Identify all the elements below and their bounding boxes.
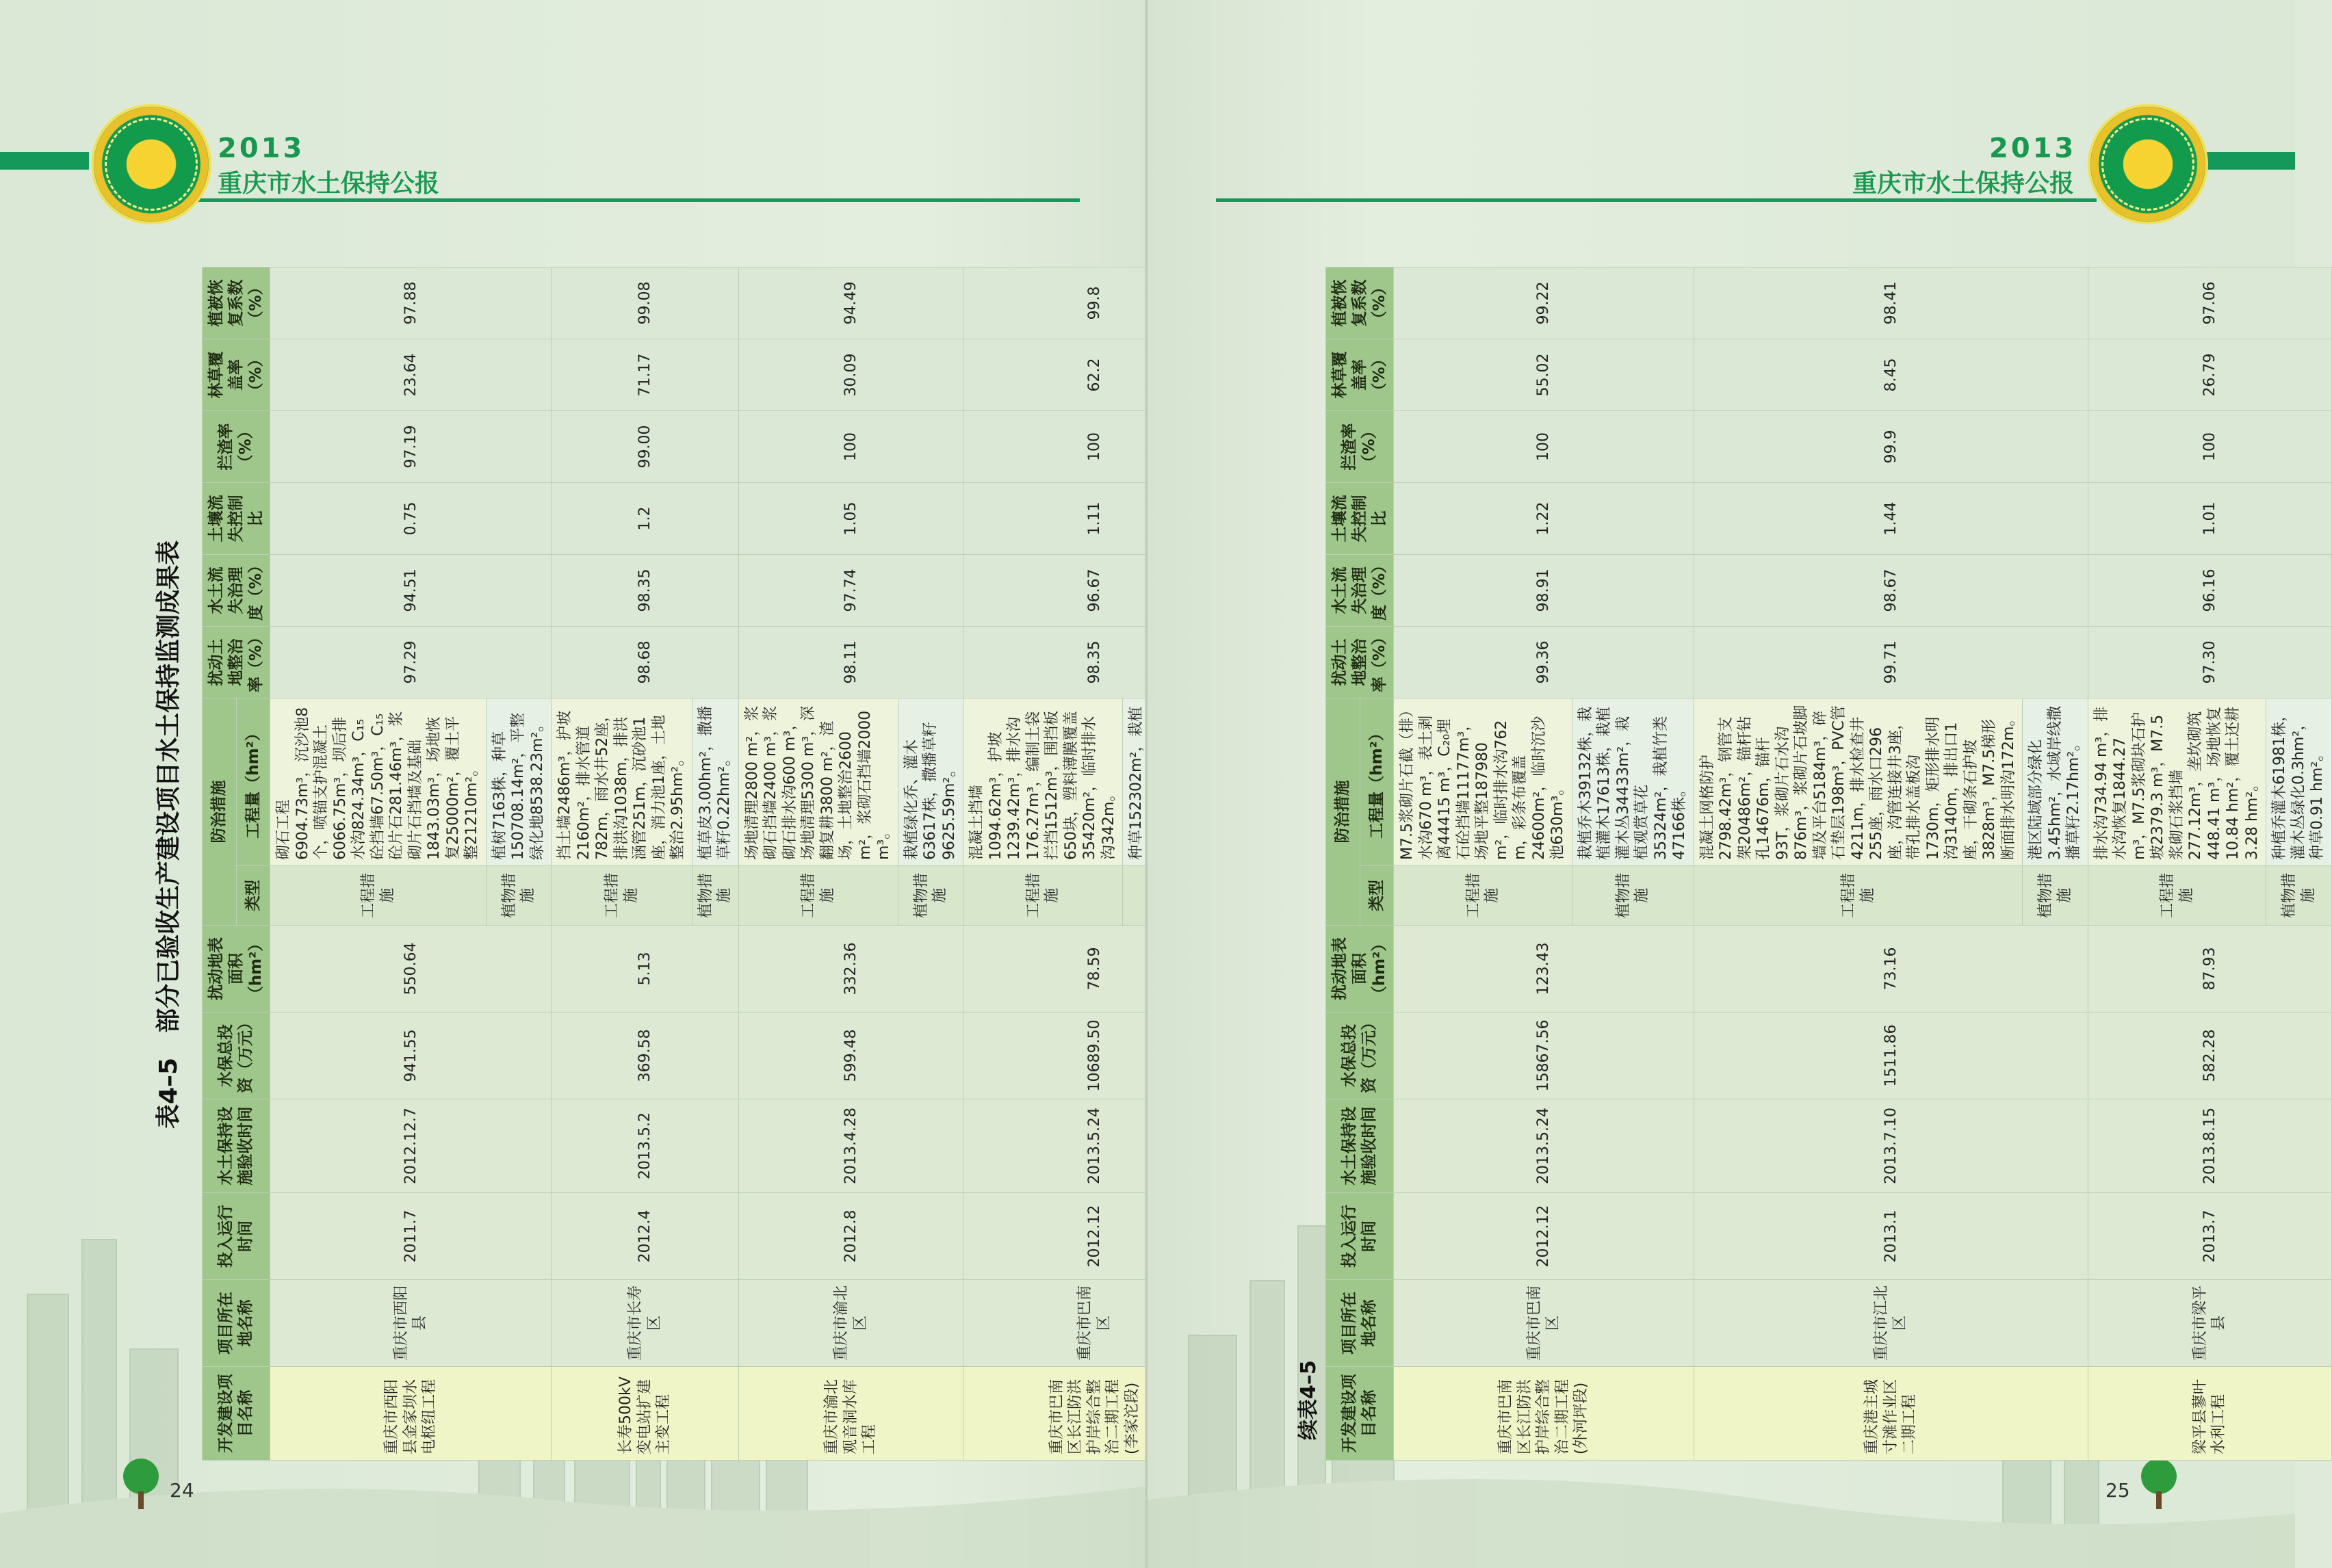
plant-measures-cell: 种植乔灌木61981株，灌木丛绿化0.3hm²，种草0.91 hm²。 xyxy=(2266,698,2332,866)
stat-cell-r6: 99.08 xyxy=(552,267,739,339)
stat-cell-r2: 96.16 xyxy=(2088,555,2331,627)
header-year: 2013 xyxy=(218,133,305,164)
col-header-location: 项目所在地名称 xyxy=(1326,1280,1394,1367)
project-name-cell: 重庆市西阳县金家坝水电枢纽工程 xyxy=(270,1367,552,1461)
col-header-r2: 水土流失治理度（%） xyxy=(1326,555,1394,627)
stat-cell-r4: 100 xyxy=(1394,411,1694,483)
col-header-project-name: 开发建设项目名称 xyxy=(1326,1367,1394,1461)
disturb-area-cell: 73.16 xyxy=(1694,926,2088,1012)
header-year: 2013 xyxy=(1989,133,2077,164)
measure-type-cell: 工程措施 xyxy=(552,866,692,926)
engineering-measures-cell: 场地清理2800 m²，浆砌石挡墙2400 m³，浆砌石排水沟600 m³，场地清理5300 m³，深翻复耕3800 m²，渣场，土地整治2600 m²，浆砌石挡墙2000 m³。 xyxy=(738,698,898,866)
stat-cell-r5: 71.17 xyxy=(552,339,739,411)
location-cell: 重庆市巴南区 xyxy=(963,1280,1226,1367)
investment-cell: 1511.86 xyxy=(1694,1012,2088,1099)
stat-cell-r6: 97.88 xyxy=(270,267,552,339)
plant-measures-cell: 栽植乔木39132株，栽植灌木17613株，栽植灌木丛34433m²，栽植观赏草花35324m²，栽植竹类47166株。 xyxy=(1572,698,1694,866)
engineering-measures-cell: M7.5浆砌片石截（排）水沟670 m³，表土剥离44415 m³，C₂₀埋石砼挡墙11177m³，场地平整187980 m²，临时排水沟762 m，彩条布覆盖24600m²，临时沉沙池630m³。 xyxy=(1394,698,1572,866)
stat-cell-r2: 96.67 xyxy=(963,555,1226,627)
stat-cell-r1: 98.68 xyxy=(552,627,739,698)
accept-time-cell: 2013.8.15 xyxy=(2088,1099,2331,1193)
investment-cell: 599.48 xyxy=(738,1012,963,1099)
page-number: 25 xyxy=(2106,1479,2130,1502)
tree-icon xyxy=(120,1457,161,1512)
table-row xyxy=(1694,267,2023,1461)
location-cell: 重庆市江北区 xyxy=(1694,1280,2088,1367)
stat-cell-r4: 100 xyxy=(738,411,963,483)
table-row xyxy=(552,267,692,1461)
col-header-measure-amount: 工程量（hm²） xyxy=(236,698,270,866)
col-header-disturb-area: 扰动地表面积（hm²） xyxy=(203,926,270,1012)
stat-cell-r5: 26.79 xyxy=(2088,339,2331,411)
left-table-wrapper xyxy=(202,267,1226,1461)
table-caption: 表4–5 部分已验收生产建设项目水土保持监测成果表 xyxy=(155,540,183,1129)
col-header-measure-type: 类型 xyxy=(236,866,270,926)
logo-icon xyxy=(91,104,211,224)
stat-cell-r1: 97.29 xyxy=(270,627,552,698)
location-cell: 重庆市梁平县 xyxy=(2088,1280,2331,1367)
start-time-cell: 2012.12 xyxy=(963,1193,1226,1280)
header-title: 重庆市水土保持公报 xyxy=(218,170,440,198)
start-time-cell: 2012.4 xyxy=(552,1193,739,1280)
plant-measures-cell: 栽植绿化乔、灌木63617株，撒播草籽9625.59m²。 xyxy=(898,698,963,866)
col-header-measure-amount: 工程量（hm²） xyxy=(1360,698,1394,866)
disturb-area-cell: 5.13 xyxy=(552,926,739,1012)
location-cell: 重庆市长寿区 xyxy=(552,1280,739,1367)
col-header-measures: 防治措施 xyxy=(1326,698,1360,926)
stat-cell-r2: 98.67 xyxy=(1694,555,2088,627)
stat-cell-r1: 98.35 xyxy=(963,627,1226,698)
stat-cell-r1: 99.36 xyxy=(1394,627,1694,698)
col-header-start-time: 投入运行时间 xyxy=(203,1193,270,1280)
col-header-investment: 水保总投资（万元） xyxy=(1326,1012,1394,1099)
start-time-cell: 2013.7 xyxy=(2088,1193,2331,1280)
tree-icon xyxy=(2138,1457,2179,1512)
col-header-r4: 拦渣率（%） xyxy=(203,411,270,483)
col-header-location: 项目所在地名称 xyxy=(203,1280,270,1367)
investment-cell: 10689.50 xyxy=(963,1012,1226,1099)
disturb-area-cell: 123.43 xyxy=(1394,926,1694,1012)
col-header-r3: 土壤流失控制比 xyxy=(203,483,270,555)
stat-cell-r3: 1.11 xyxy=(963,483,1226,555)
monitoring-results-table-continued xyxy=(1325,267,2332,1461)
col-header-r5: 林草覆盖率（%） xyxy=(203,339,270,411)
left-page xyxy=(0,0,1148,1568)
col-header-start-time: 投入运行时间 xyxy=(1326,1193,1394,1280)
location-cell: 重庆市西阳县 xyxy=(270,1280,552,1367)
engineering-measures-cell: 挡土墙2486m³，护坡2160m²，排水管道782m，雨水井52座，排洪沟1038m，排洪涵管251m，沉砂池1座，消力池1座，土地整治2.95hm²。 xyxy=(552,698,692,866)
stat-cell-r6: 99.8 xyxy=(963,267,1226,339)
stat-cell-r4: 100 xyxy=(963,411,1226,483)
accept-time-cell: 2013.7.10 xyxy=(1694,1099,2088,1193)
logo-icon xyxy=(2088,104,2208,224)
stat-cell-r4: 97.19 xyxy=(270,411,552,483)
table-row xyxy=(1394,267,1572,1461)
stat-cell-r6: 94.49 xyxy=(738,267,963,339)
col-header-accept-time: 水土保持设施验收时间 xyxy=(1326,1099,1394,1193)
header-green-bar xyxy=(0,152,89,170)
project-name-cell: 重庆港主城寸滩作业区二期工程 xyxy=(1694,1367,2088,1461)
accept-time-cell: 2013.5.2 xyxy=(552,1099,739,1193)
col-header-r2: 水土流失治理度（%） xyxy=(203,555,270,627)
disturb-area-cell: 332.36 xyxy=(738,926,963,1012)
col-header-r3: 土壤流失控制比 xyxy=(1326,483,1394,555)
col-header-measure-type: 类型 xyxy=(1360,866,1394,926)
investment-cell: 15867.56 xyxy=(1394,1012,1694,1099)
project-name-cell: 重庆市巴南区长江防洪护岸综合整治二期工程(外河坪段) xyxy=(1394,1367,1694,1461)
stat-cell-r3: 1.22 xyxy=(1394,483,1694,555)
accept-time-cell: 2013.5.24 xyxy=(963,1099,1226,1193)
investment-cell: 941.55 xyxy=(270,1012,552,1099)
disturb-area-cell: 78.59 xyxy=(963,926,1226,1012)
stat-cell-r5: 8.45 xyxy=(1694,339,2088,411)
col-header-r4: 拦渣率（%） xyxy=(1326,411,1394,483)
measure-type-cell: 工程措施 xyxy=(963,866,1123,926)
col-header-measures: 防治措施 xyxy=(203,698,237,926)
measure-type-cell: 工程措施 xyxy=(1394,866,1572,926)
table-row xyxy=(2088,267,2266,1461)
col-header-r6: 植被恢复系数（%） xyxy=(203,267,270,339)
location-cell: 重庆市渝北区 xyxy=(738,1280,963,1367)
table-row xyxy=(963,267,1123,1461)
accept-time-cell: 2013.5.24 xyxy=(1394,1099,1694,1193)
col-header-investment: 水保总投资（万元） xyxy=(203,1012,270,1099)
stat-cell-r2: 98.35 xyxy=(552,555,739,627)
measure-type-cell: 植物措施 xyxy=(2023,866,2088,926)
measure-type-cell: 植物措施 xyxy=(692,866,738,926)
stat-cell-r1: 97.30 xyxy=(2088,627,2331,698)
col-header-disturb-area: 扰动地表面积（hm²） xyxy=(1326,926,1394,1012)
project-name-cell: 重庆市巴南区长江防洪护岸综合整治二期工程(李家沱段) xyxy=(963,1367,1226,1461)
header-title: 重庆市水土保持公报 xyxy=(1852,170,2075,198)
col-header-accept-time: 水土保持设施验收时间 xyxy=(203,1099,270,1193)
table-row xyxy=(270,267,487,1461)
measure-type-cell: 工程措施 xyxy=(738,866,898,926)
stat-cell-r5: 55.02 xyxy=(1394,339,1694,411)
measure-type-cell: 植物措施 xyxy=(2266,866,2332,926)
accept-time-cell: 2013.4.28 xyxy=(738,1099,963,1193)
engineering-measures-cell: 混凝土网格防护2798.42m³，钢管支架20486m²，锚杆钻孔14676m，锚杆93T，浆砌片石水沟876m³，浆砌片石坡脚墙及平台5184m³，碎石垫层198m³，PVC管4211m，排水检查井255座，雨水口296座，沟管连接井3座，带孔排水盖板沟1730m，矩形排水明沟3140m，排出口1座，干砌条石护坡3828m³，M7.5梯形断面排水明沟172m。 xyxy=(1694,698,2023,866)
right-table-wrapper xyxy=(1325,267,2332,1461)
stat-cell-r6: 99.22 xyxy=(1394,267,1694,339)
location-cell: 重庆市巴南区 xyxy=(1394,1280,1694,1367)
plant-measures-cell: 种草152302m²，栽植 xyxy=(1123,698,1226,866)
col-header-r1: 扰动土地整治率（%） xyxy=(203,627,270,698)
engineering-measures-cell: 排水沟734.94 m³，排水沟恢复1844.27 m³，M7.5浆砌块石护坡2379.3 m³，M7.5浆砌石浆挡墙277.12m³，垄坎砌筑448.41 m³，场地恢复10.84 hm²，覆土还耕3.28 hm²。 xyxy=(2088,698,2266,866)
stat-cell-r2: 94.51 xyxy=(270,555,552,627)
col-header-r6: 植被恢复系数（%） xyxy=(1326,267,1394,339)
stat-cell-r3: 1.01 xyxy=(2088,483,2331,555)
stat-cell-r6: 97.06 xyxy=(2088,267,2331,339)
project-name-cell: 重庆市渝北观音洞水库工程 xyxy=(738,1367,963,1461)
stat-cell-r5: 23.64 xyxy=(270,339,552,411)
project-name-cell: 梁平县蓼叶水利工程 xyxy=(2088,1367,2331,1461)
measure-type-cell: 工程措施 xyxy=(1694,866,2023,926)
col-header-r1: 扰动土地整治率（%） xyxy=(1326,627,1394,698)
right-page xyxy=(1148,0,2327,1568)
start-time-cell: 2012.8 xyxy=(738,1193,963,1280)
stat-cell-r2: 98.91 xyxy=(1394,555,1694,627)
col-header-project-name: 开发建设项目名称 xyxy=(203,1367,270,1461)
stat-cell-r4: 99.00 xyxy=(552,411,739,483)
stat-cell-r3: 1.05 xyxy=(738,483,963,555)
stat-cell-r2: 97.74 xyxy=(738,555,963,627)
engineering-measures-cell: 混凝土挡墙1094.62m³，护坡1239.42m³，排水沟176.27m³，编制土袋拦挡1512m³，围挡板650块，塑料薄膜覆盖35420m²，临时排水沟342m。 xyxy=(963,698,1123,866)
page-number: 24 xyxy=(170,1479,194,1502)
stat-cell-r5: 62.2 xyxy=(963,339,1226,411)
header-green-bar xyxy=(2206,152,2295,170)
plant-measures-cell: 植树7163株，种草150708.14m²，平整绿化地8538.23m²。 xyxy=(486,698,552,866)
start-time-cell: 2013.1 xyxy=(1694,1193,2088,1280)
stat-cell-r3: 1.44 xyxy=(1694,483,2088,555)
plant-measures-cell: 植草皮3.00hm²，撒播草籽0.22hm²。 xyxy=(692,698,738,866)
col-header-r5: 林草覆盖率（%） xyxy=(1326,339,1394,411)
measure-type-cell: 植物措施 xyxy=(486,866,552,926)
measure-type-cell: 植物措施 xyxy=(1572,866,1694,926)
plant-measures-cell: 港区陆域部分绿化3.45hm²，水域岸线撒播草籽2.17hm²。 xyxy=(2023,698,2088,866)
stat-cell-r6: 98.41 xyxy=(1694,267,2088,339)
table-continued-label: 续表4–5 xyxy=(1297,1360,1321,1440)
monitoring-results-table xyxy=(202,267,1226,1461)
start-time-cell: 2012.12 xyxy=(1394,1193,1694,1280)
measure-type-cell: 工程措施 xyxy=(270,866,487,926)
engineering-measures-cell: 砌石工程6904.73m³，沉沙池8个，喷锚支护混凝土6066.75m³，坝后排水沟824.34m³，C₁₅砼挡墙67.50m³，C₁₅砼片石281.46m³，浆砌片石挡墙及基础1843.03m³，场地恢复25000m²，覆土平整21210m²。 xyxy=(270,698,487,866)
stat-cell-r1: 98.11 xyxy=(738,627,963,698)
stat-cell-r4: 99.9 xyxy=(1694,411,2088,483)
stat-cell-r4: 100 xyxy=(2088,411,2331,483)
accept-time-cell: 2012.12.7 xyxy=(270,1099,552,1193)
measure-type-cell: 植物措施 xyxy=(898,866,963,926)
stat-cell-r5: 30.09 xyxy=(738,339,963,411)
start-time-cell: 2011.7 xyxy=(270,1193,552,1280)
investment-cell: 582.28 xyxy=(2088,1012,2331,1099)
table-row xyxy=(738,267,898,1461)
investment-cell: 369.58 xyxy=(552,1012,739,1099)
disturb-area-cell: 87.93 xyxy=(2088,926,2331,1012)
measure-type-cell: 工程措施 xyxy=(2088,866,2266,926)
stat-cell-r3: 1.2 xyxy=(552,483,739,555)
stat-cell-r1: 99.71 xyxy=(1694,627,2088,698)
stat-cell-r3: 0.75 xyxy=(270,483,552,555)
project-name-cell: 长寿500kV变电站扩建主变工程 xyxy=(552,1367,739,1461)
disturb-area-cell: 550.64 xyxy=(270,926,552,1012)
